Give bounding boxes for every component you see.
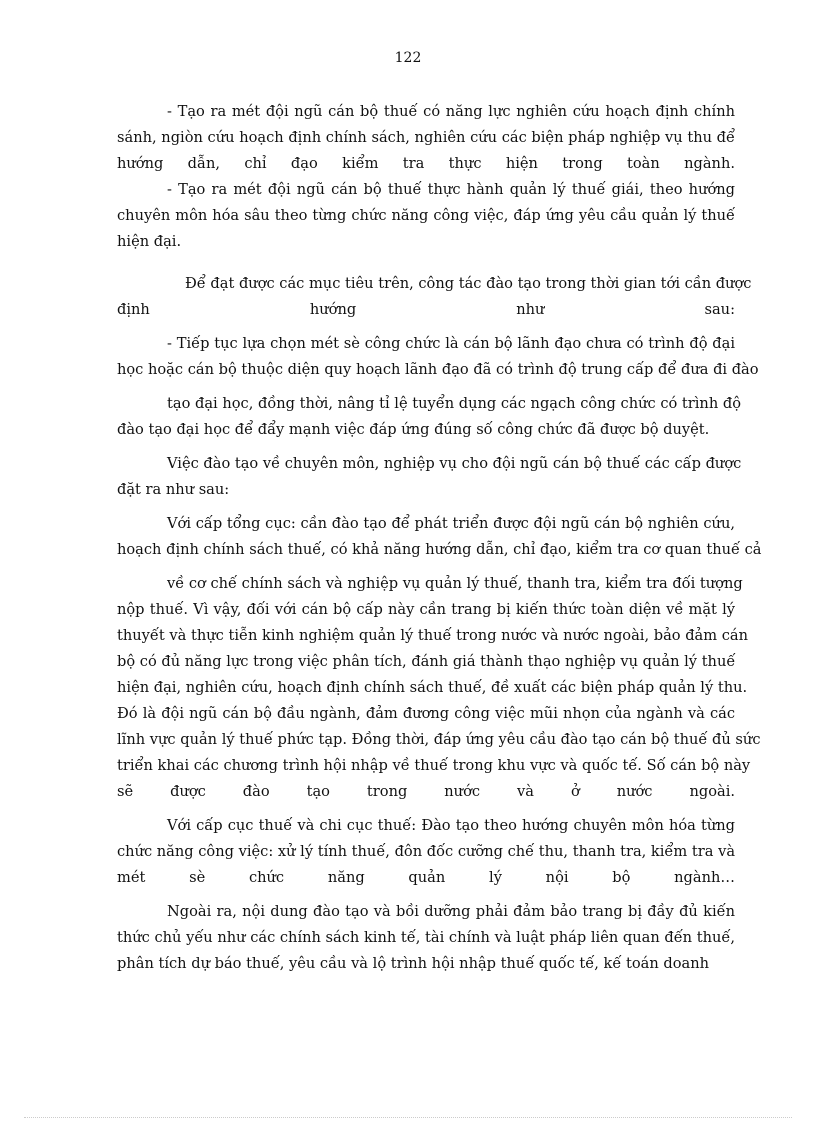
text-line: Ngoài ra, nội dung đào tạo và bồi dưỡng phải đảm bảo trang bị đầy đủ kiến	[167, 903, 735, 920]
text-line: học hoặc cán bộ thuộc diện quy hoạch lãnh đạo đã có trình độ trung cấp để đưa đi đào	[117, 361, 759, 378]
text-line: chức năng công việc: xử lý tính thuế, đôn đốc cưỡng chế thu, thanh tra, kiểm tra và	[117, 843, 736, 860]
text-line: hiện đại, nghiên cứu, hoạch định chính sách thuế, đề xuất các biện pháp quản lý thu.	[117, 679, 748, 696]
text-line: - Tiếp tục lựa chọn mét sè công chức là cán bộ lãnh đạo chưa có trình độ đại	[167, 335, 735, 352]
text-line: hướng dẫn, chỉ đạo kiểm tra thực hiện trong toàn ngành.	[117, 155, 735, 172]
text-line: hoạch định chính sách thuế, có khả năng hướng dẫn, chỉ đạo, kiểm tra cơ quan thuế cả	[117, 541, 762, 558]
text-line: về cơ chế chính sách và nghiệp vụ quản lý thuế, thanh tra, kiểm tra đối tượng	[167, 575, 743, 592]
text-line: Với cấp cục thuế và chi cục thuế: Đào tạo theo hướng chuyên môn hóa từng	[167, 817, 735, 834]
text-line: - Tạo ra mét đội ngũ cán bộ thuế có năng lực nghiên cứu hoạch định chính	[167, 103, 735, 120]
text-line: - Tạo ra mét đội ngũ cán bộ thuế thực hành quản lý thuế giái, theo hướng	[167, 181, 735, 198]
text-line: mét sè chức năng quản lý nội bộ ngành…	[117, 869, 735, 886]
text-line: đào tạo đại học để đẩy mạnh việc đáp ứng đúng số công chức đã được bộ duyệt.	[117, 421, 710, 438]
text-line: Đó là đội ngũ cán bộ đầu ngành, đảm đương công việc mũi nhọn của ngành và các	[117, 705, 735, 722]
text-line: tạo đại học, đồng thời, nâng tỉ lệ tuyển dụng các ngạch công chức có trình độ	[167, 395, 741, 412]
text-line: lĩnh vực quản lý thuế phức tạp. Đồng thời, đáp ứng yêu cầu đào tạo cán bộ thuế đủ sức	[117, 731, 761, 748]
text-line: Để đạt được các mục tiêu trên, công tác đào tạo trong thời gian tới cần được	[185, 275, 752, 292]
text-line: Với cấp tổng cục: cần đào tạo để phát triển được đội ngũ cán bộ nghiên cứu,	[167, 515, 735, 532]
text-line: bộ có đủ năng lực trong việc phân tích, đánh giá thành thạo nghiệp vụ quản lý thuế	[117, 653, 736, 670]
text-line: sánh, ngiòn cứu hoạch định chính sách, nghiên cứu các biện pháp nghiệp vụ thu để	[117, 129, 735, 146]
text-line: Việc đào tạo về chuyên môn, nghiệp vụ cho đội ngũ cán bộ thuế các cấp được	[167, 455, 742, 472]
text-line: sẽ được đào tạo trong nước và ở nước ngoài.	[117, 783, 735, 800]
text-line: hiện đại.	[117, 233, 182, 250]
text-line: triển khai các chương trình hội nhập về thuế trong khu vực và quốc tế. Số cán bộ này	[117, 757, 751, 774]
text-line: nộp thuế. Vì vậy, đối với cán bộ cấp này cần trang bị kiến thức toàn diện về mặt lý	[117, 601, 735, 618]
text-line: định hướng như sau:	[117, 301, 735, 318]
text-line: thức chủ yếu như các chính sách kinh tế, tài chính và luật pháp liên quan đến thuế,	[117, 929, 735, 946]
text-line: chuyên môn hóa sâu theo từng chức năng công việc, đáp ứng yêu cầu quản lý thuế	[117, 207, 735, 224]
text-line: thuyết và thực tiễn kinh nghiệm quản lý thuế trong nước và nước ngoài, bảo đảm cán	[117, 627, 748, 644]
text-line: đặt ra như sau:	[117, 481, 230, 498]
text-line: phân tích dự báo thuế, yêu cầu và lộ trình hội nhập thuế quốc tế, kế toán doanh	[117, 955, 710, 972]
page-number: 122	[394, 50, 422, 66]
page-bottom-rule	[24, 1117, 792, 1118]
